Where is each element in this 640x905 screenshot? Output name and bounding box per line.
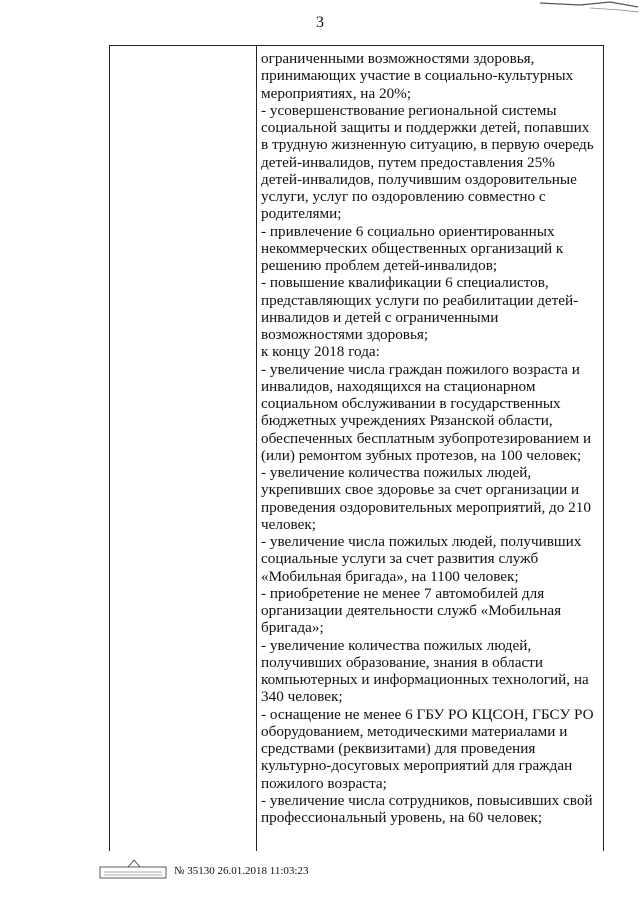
text-line: укрепивших свое здоровье за счет организации и [261,481,580,499]
text-line: ограниченными возможностями здоровья, [261,50,535,67]
text-line: проведения оздоровительных мероприятий, до 210 [261,498,591,516]
text-line: возможностями здоровья; [261,326,429,343]
text-line: - усовершенствование региональной системы [261,101,557,119]
corner-scribble-mark [520,0,640,14]
column-divider [256,46,257,851]
text-line: к концу 2018 года: [261,343,380,361]
text-line: инвалидов и детей с ограниченными [261,308,499,326]
table-text-cell [261,50,599,826]
registration-number: № 35130 26.01.2018 11:03:23 [174,865,309,877]
text-line: средствами (реквизитами) для проведения [261,740,536,757]
text-line: - увеличение количества пожилых людей, [261,464,532,481]
text-line: оборудованием, методическими материалами и [261,722,568,740]
text-line: родителями; [261,205,342,223]
text-line: социальные услуги за счет развития служб [261,550,539,568]
text-line: решению проблем детей-инвалидов; [261,257,498,274]
text-line: «Мобильная бригада», на 1100 человек; [261,567,519,585]
text-line: 340 человек; [261,688,343,706]
text-line: профессиональный уровень, на 60 человек; [261,809,543,826]
text-line: социальной защиты и поддержки детей, попавших [261,119,590,136]
text-line: - увеличение количества пожилых людей, [261,636,532,654]
text-line: детей-инвалидов, путем предоставления 25% [261,153,555,171]
text-line: бригада»; [261,619,324,637]
text-line: бюджетных учреждениях Рязанской области, [261,412,553,430]
text-line: - повышение квалификации 6 специалистов, [261,274,549,292]
text-line: принимающих участие в социально-культурных [261,67,574,85]
text-line: некоммерческих общественных организаций к [261,239,564,257]
text-line: - увеличение числа пожилых людей, получивших [261,533,582,550]
text-line: - приобретение не менее 7 автомобилей для [261,584,545,602]
footer [98,858,398,884]
text-line: - оснащение не менее 6 ГБУ РО КЦСОН, ГБСУ РО [261,705,594,723]
content-table [109,45,604,851]
text-line: - увеличение числа граждан пожилого возраста и [261,360,580,378]
text-line: - привлечение 6 социально ориентированных [261,222,555,240]
text-line: услуги, услуг по оздоровлению совместно с [261,188,546,205]
text-line: - увеличение числа сотрудников, повысивших свой [261,791,593,809]
text-line: пожилого возраста; [261,774,387,792]
page-number: 3 [316,14,324,31]
text-line: мероприятиях, на 20%; [261,84,412,102]
text-line: компьютерных и информационных технологий, на [261,671,589,688]
text-line: в трудную жизненную ситуацию, в первую очередь [261,136,594,154]
text-line: получивших образование, знания в области [261,653,543,671]
text-line: обеспеченных бесплатным зубопротезированием и [261,429,592,447]
text-line: социальном обслуживании в государственных [261,395,561,412]
document-registration-stamp-icon [98,858,170,882]
text-line: организации деятельности служб «Мобильная [261,602,562,619]
text-line: детей-инвалидов, получившим оздоровительные [261,170,577,188]
text-line: культурно-досуговых мероприятий для граждан [261,757,573,775]
text-line: (или) ремонтом зубных протезов, на 100 человек; [261,446,582,464]
text-line: инвалидов, находящихся на стационарном [261,377,536,395]
text-line: человек; [261,515,316,533]
text-line: представляющих услуги по реабилитации детей- [261,291,579,309]
